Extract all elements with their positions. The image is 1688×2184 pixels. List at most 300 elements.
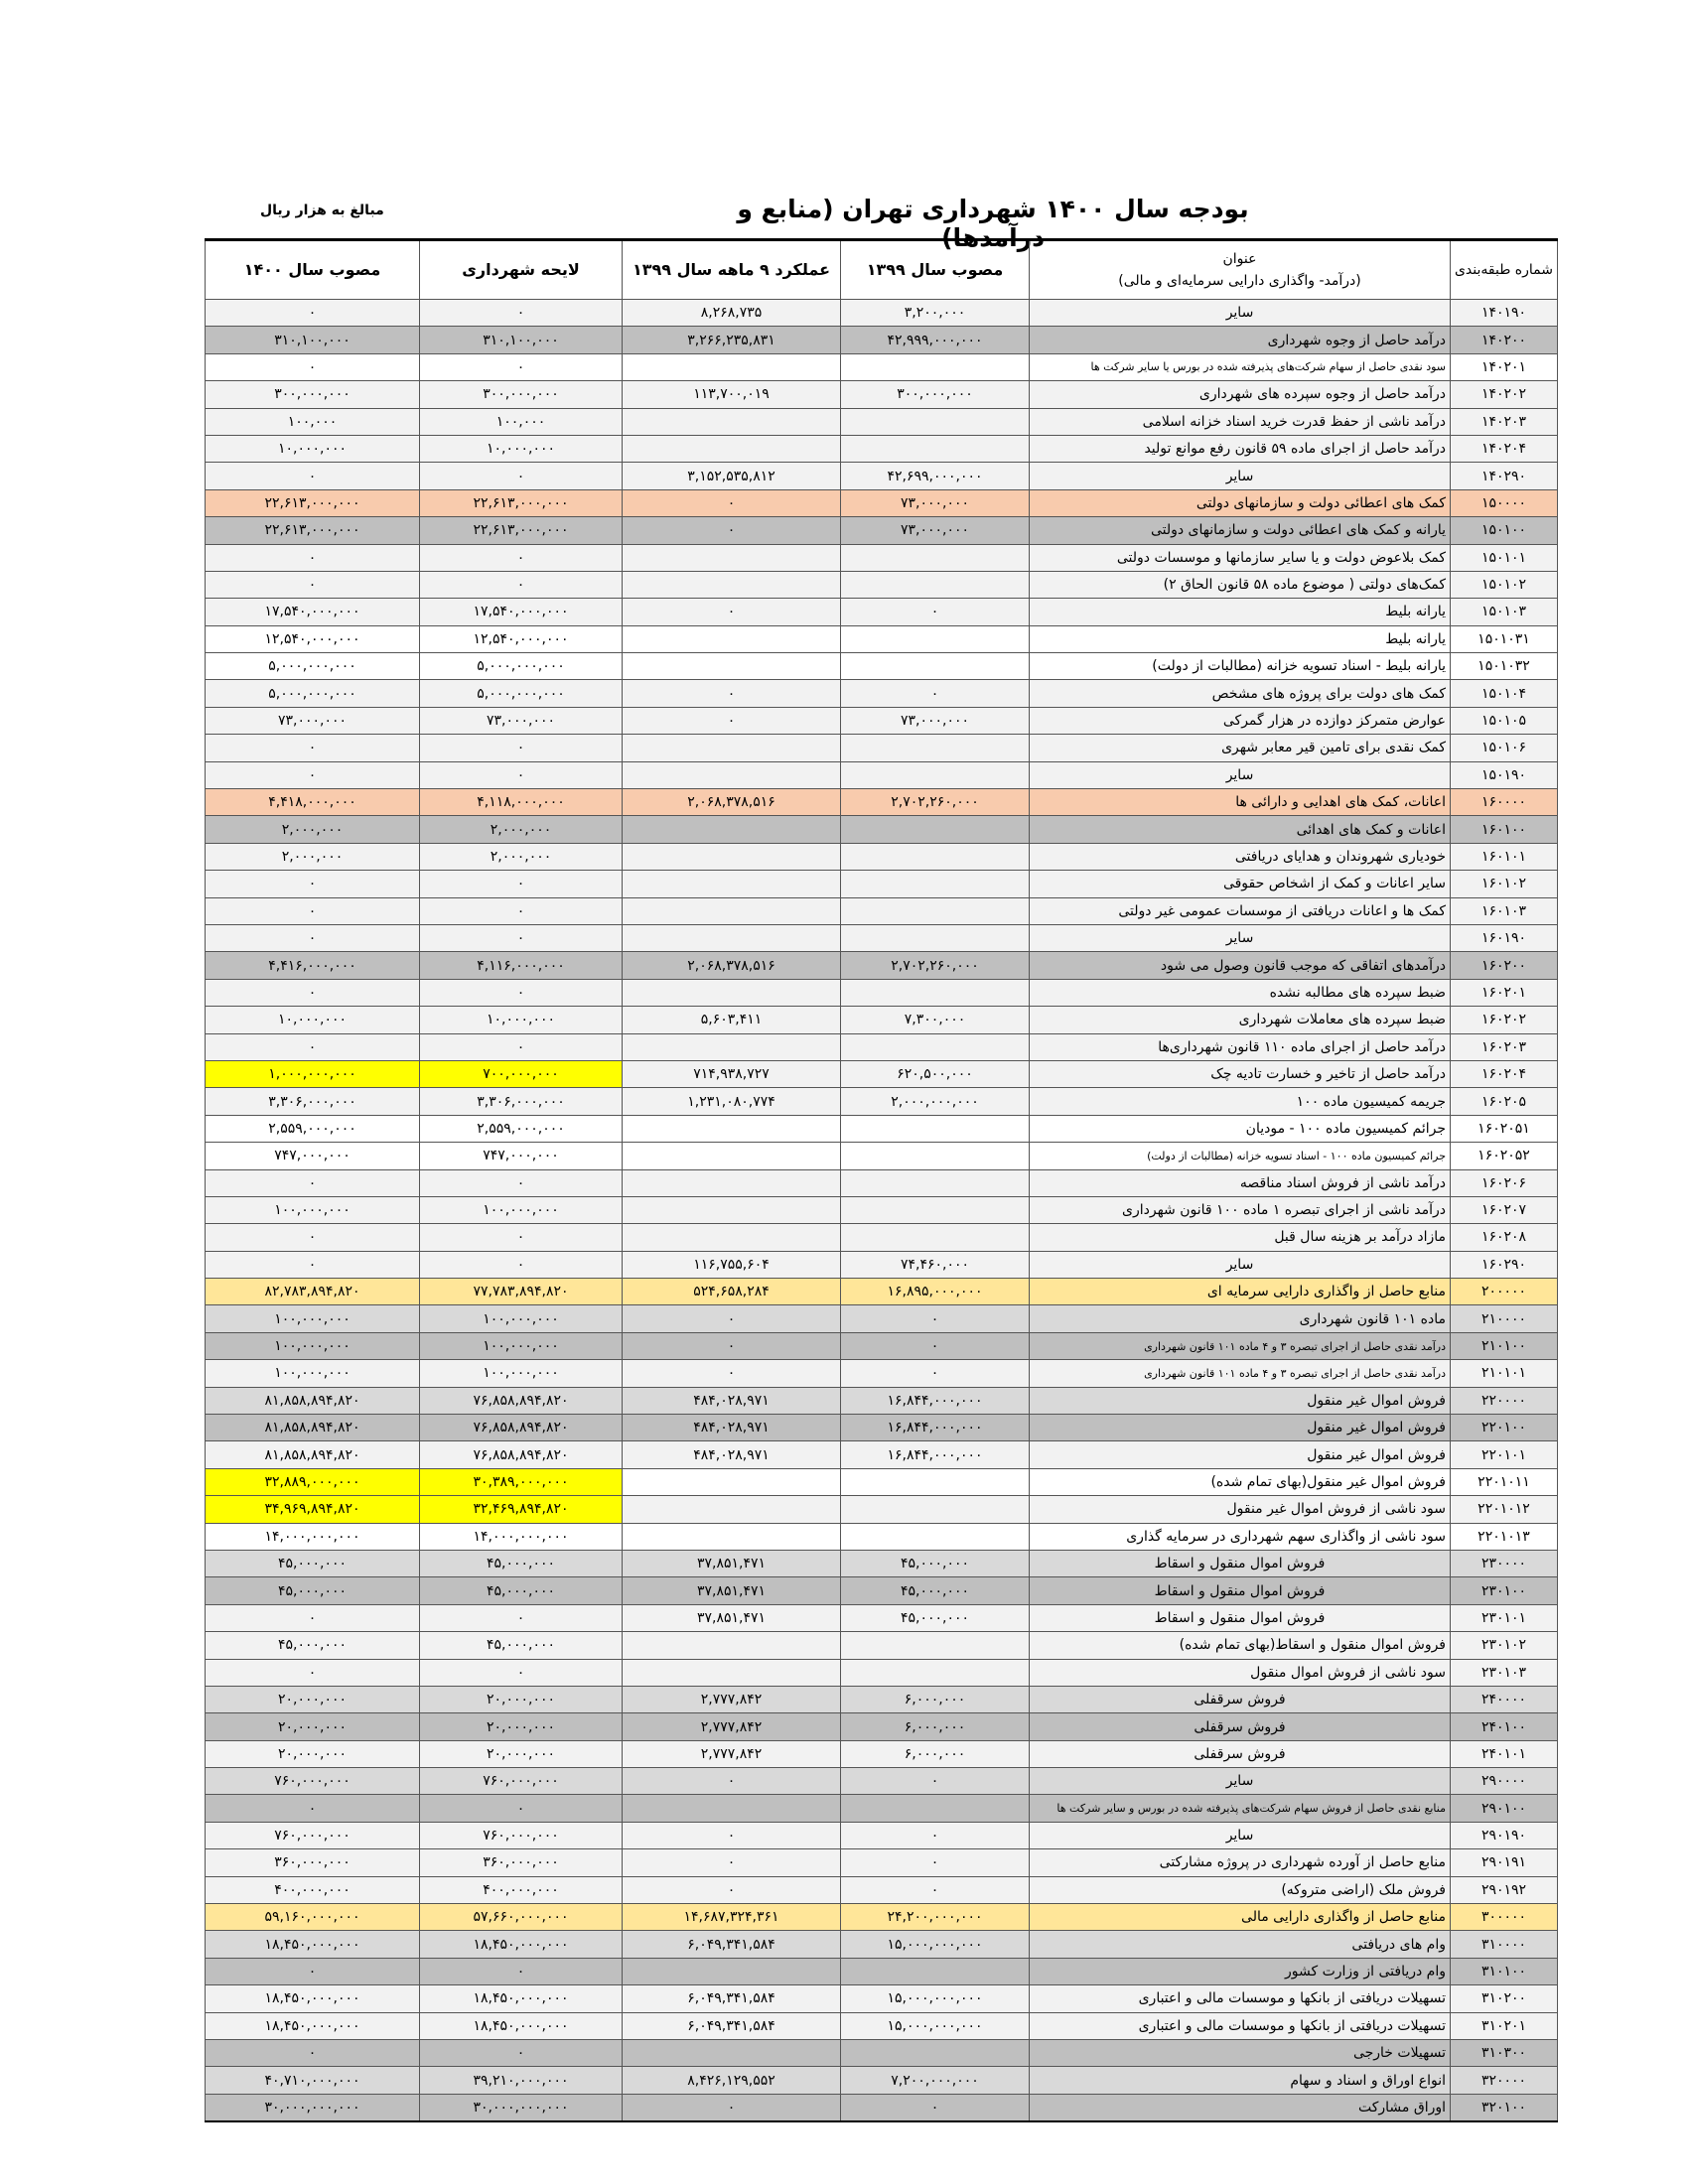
cell-actual-9m-1399: ۰ — [623, 599, 841, 625]
cell-code: ۳۱۰۲۰۱ — [1451, 2012, 1558, 2039]
cell-approved-1400: ۲۲,۶۱۳,۰۰۰,۰۰۰ — [206, 489, 420, 516]
cell-code: ۱۴۰۲۹۰ — [1451, 463, 1558, 489]
cell-municipal-bill: ۲۰,۰۰۰,۰۰۰ — [420, 1686, 623, 1712]
cell-approved-1399: ۱۵,۰۰۰,۰۰۰,۰۰۰ — [841, 1985, 1030, 2012]
cell-code: ۱۶۰۲۰۱ — [1451, 979, 1558, 1006]
cell-approved-1400: ۳۶۰,۰۰۰,۰۰۰ — [206, 1849, 420, 1876]
cell-actual-9m-1399: ۳,۱۵۲,۵۳۵,۸۱۲ — [623, 463, 841, 489]
cell-approved-1400: ۰ — [206, 1958, 420, 1984]
cell-code: ۱۵۰۱۰۴ — [1451, 680, 1558, 707]
cell-code: ۱۵۰۱۰۵ — [1451, 707, 1558, 734]
cell-actual-9m-1399: ۲,۰۶۸,۳۷۸,۵۱۶ — [623, 952, 841, 979]
cell-actual-9m-1399: ۳۷,۸۵۱,۴۷۱ — [623, 1577, 841, 1604]
cell-title: خودیاری شهروندان و هدایای دریافتی — [1030, 843, 1451, 870]
cell-approved-1399 — [841, 1143, 1030, 1169]
cell-title: وام دریافتی از وزارت کشور — [1030, 1958, 1451, 1984]
cell-title: سود نقدی حاصل از سهام شرکت‌های پذیرفته شده در بورس یا سایر شرکت ها — [1030, 353, 1451, 380]
table-row — [206, 1795, 1558, 1822]
cell-code: ۳۱۰۱۰۰ — [1451, 1958, 1558, 1984]
cell-actual-9m-1399: ۰ — [623, 1332, 841, 1359]
cell-actual-9m-1399: ۵,۶۰۳,۴۱۱ — [623, 1007, 841, 1033]
cell-actual-9m-1399 — [623, 1115, 841, 1142]
cell-approved-1399: ۴۵,۰۰۰,۰۰۰ — [841, 1604, 1030, 1631]
cell-municipal-bill: ۷۰۰,۰۰۰,۰۰۰ — [420, 1060, 623, 1087]
cell-approved-1399 — [841, 1632, 1030, 1659]
cell-approved-1399: ۰ — [841, 1849, 1030, 1876]
table-row — [206, 1985, 1558, 2012]
cell-approved-1400: ۰ — [206, 2040, 420, 2067]
cell-title: یارانه بلیط — [1030, 599, 1451, 625]
table-row — [206, 897, 1558, 924]
cell-approved-1399: ۶۲۰,۵۰۰,۰۰۰ — [841, 1060, 1030, 1087]
cell-municipal-bill: ۱۰۰,۰۰۰,۰۰۰ — [420, 1360, 623, 1387]
cell-municipal-bill: ۷۴۷,۰۰۰,۰۰۰ — [420, 1143, 623, 1169]
cell-actual-9m-1399 — [623, 1632, 841, 1659]
cell-approved-1399 — [841, 1659, 1030, 1686]
cell-title: وام های دریافتی — [1030, 1931, 1451, 1958]
cell-approved-1399: ۴۲,۶۹۹,۰۰۰,۰۰۰ — [841, 463, 1030, 489]
cell-code: ۱۶۰۲۰۰ — [1451, 952, 1558, 979]
cell-approved-1399: ۲,۰۰۰,۰۰۰,۰۰۰ — [841, 1088, 1030, 1115]
table-row — [206, 1550, 1558, 1576]
cell-code: ۲۲۰۱۰۱۱ — [1451, 1468, 1558, 1495]
cell-title: جریمه کمیسیون ماده ۱۰۰ — [1030, 1088, 1451, 1115]
cell-title: کمک های اعطائی دولت و سازمانهای دولتی — [1030, 489, 1451, 516]
cell-title: جرائم کمیسیون ماده ۱۰۰ - اسناد تسویه خزانه (مطالبات از دولت) — [1030, 1143, 1451, 1169]
cell-actual-9m-1399: ۰ — [623, 1822, 841, 1848]
table-row — [206, 1577, 1558, 1604]
cell-code: ۱۴۰۱۹۰ — [1451, 300, 1558, 327]
table-row — [206, 816, 1558, 843]
cell-code: ۳۱۰۳۰۰ — [1451, 2040, 1558, 2067]
cell-approved-1399 — [841, 816, 1030, 843]
budget-table — [205, 238, 1558, 2122]
cell-title: فروش اموال غیر منقول(بهای تمام شده) — [1030, 1468, 1451, 1495]
cell-code: ۱۵۰۱۰۶ — [1451, 735, 1558, 761]
cell-municipal-bill: ۰ — [420, 1169, 623, 1196]
cell-actual-9m-1399: ۱۴,۶۸۷,۳۲۴,۳۶۱ — [623, 1904, 841, 1931]
cell-actual-9m-1399: ۰ — [623, 680, 841, 707]
table-row — [206, 1822, 1558, 1848]
cell-approved-1400: ۰ — [206, 571, 420, 598]
cell-title: درآمد نقدی حاصل از اجرای تبصره ۳ و ۴ ماده ۱۰۱ قانون شهرداری — [1030, 1360, 1451, 1387]
cell-title: مازاد درآمد بر هزینه سال قبل — [1030, 1224, 1451, 1251]
table-row — [206, 1088, 1558, 1115]
cell-municipal-bill: ۰ — [420, 1659, 623, 1686]
cell-municipal-bill: ۱۴,۰۰۰,۰۰۰,۰۰۰ — [420, 1523, 623, 1550]
table-row — [206, 1468, 1558, 1495]
cell-municipal-bill: ۰ — [420, 571, 623, 598]
cell-actual-9m-1399: ۰ — [623, 1360, 841, 1387]
header-approved-1400: مصوب سال ۱۴۰۰ — [206, 240, 420, 300]
cell-approved-1399 — [841, 1196, 1030, 1223]
cell-actual-9m-1399 — [623, 544, 841, 571]
cell-actual-9m-1399: ۱۱۳,۷۰۰,۰۱۹ — [623, 381, 841, 408]
table-header — [206, 240, 1558, 300]
cell-municipal-bill: ۰ — [420, 735, 623, 761]
table-row — [206, 1332, 1558, 1359]
cell-actual-9m-1399: ۰ — [623, 1876, 841, 1903]
cell-approved-1400: ۷۳,۰۰۰,۰۰۰ — [206, 707, 420, 734]
cell-code: ۱۵۰۱۰۰ — [1451, 517, 1558, 544]
table-row — [206, 1768, 1558, 1795]
cell-code: ۱۴۰۲۰۴ — [1451, 435, 1558, 462]
cell-municipal-bill: ۰ — [420, 1604, 623, 1631]
cell-approved-1399 — [841, 544, 1030, 571]
cell-approved-1399 — [841, 2040, 1030, 2067]
cell-approved-1399 — [841, 625, 1030, 652]
cell-title: سود ناشی از فروش اموال غیر منقول — [1030, 1496, 1451, 1523]
table-row — [206, 1740, 1558, 1767]
cell-code: ۲۳۰۱۰۳ — [1451, 1659, 1558, 1686]
cell-approved-1399: ۶,۰۰۰,۰۰۰ — [841, 1713, 1030, 1740]
table-row — [206, 979, 1558, 1006]
cell-actual-9m-1399: ۶,۰۴۹,۳۴۱,۵۸۴ — [623, 1985, 841, 2012]
header-title-sub: (درآمد- واگذاری دارایی سرمایه‌ای و مالی) — [1118, 273, 1361, 289]
cell-approved-1399 — [841, 1224, 1030, 1251]
cell-approved-1399: ۳۰۰,۰۰۰,۰۰۰ — [841, 381, 1030, 408]
cell-code: ۱۶۰۲۰۵۱ — [1451, 1115, 1558, 1142]
cell-actual-9m-1399: ۳,۲۶۶,۲۳۵,۸۳۱ — [623, 327, 841, 353]
cell-actual-9m-1399 — [623, 625, 841, 652]
table-row — [206, 1876, 1558, 1903]
cell-title: منابع نقدی حاصل از فروش سهام شرکت‌های پذیرفته شده در بورس و سایر شرکت ها — [1030, 1795, 1451, 1822]
cell-municipal-bill: ۴,۱۱۶,۰۰۰,۰۰۰ — [420, 952, 623, 979]
table-row — [206, 353, 1558, 380]
cell-approved-1399 — [841, 1468, 1030, 1495]
table-row — [206, 1387, 1558, 1414]
cell-code: ۱۵۰۱۹۰ — [1451, 761, 1558, 788]
cell-municipal-bill: ۱۷,۵۴۰,۰۰۰,۰۰۰ — [420, 599, 623, 625]
cell-title: یارانه و کمک های اعطائی دولت و سازمانهای دولتی — [1030, 517, 1451, 544]
cell-title: فروش اموال غیر منقول — [1030, 1441, 1451, 1468]
cell-title: ماده ۱۰۱ قانون شهرداری — [1030, 1305, 1451, 1332]
cell-approved-1400: ۴۵,۰۰۰,۰۰۰ — [206, 1550, 420, 1576]
cell-approved-1400: ۲,۵۵۹,۰۰۰,۰۰۰ — [206, 1115, 420, 1142]
table-row — [206, 1686, 1558, 1712]
cell-title: سود ناشی از واگذاری سهم شهرداری در سرمایه گذاری — [1030, 1523, 1451, 1550]
cell-approved-1400: ۳۲,۸۸۹,۰۰۰,۰۰۰ — [206, 1468, 420, 1495]
cell-title: درآمد حاصل از تاخیر و خسارت تادیه چک — [1030, 1060, 1451, 1087]
cell-approved-1400: ۳۰۰,۰۰۰,۰۰۰ — [206, 381, 420, 408]
cell-actual-9m-1399 — [623, 353, 841, 380]
table-row — [206, 707, 1558, 734]
table-row — [206, 1143, 1558, 1169]
cell-approved-1400: ۲۰,۰۰۰,۰۰۰ — [206, 1713, 420, 1740]
cell-approved-1399: ۰ — [841, 1360, 1030, 1387]
cell-title: سایر — [1030, 924, 1451, 951]
cell-municipal-bill: ۷۶۰,۰۰۰,۰۰۰ — [420, 1768, 623, 1795]
cell-municipal-bill: ۳۹,۲۱۰,۰۰۰,۰۰۰ — [420, 2067, 623, 2094]
cell-actual-9m-1399: ۰ — [623, 707, 841, 734]
cell-municipal-bill: ۲۰,۰۰۰,۰۰۰ — [420, 1740, 623, 1767]
table-row — [206, 1360, 1558, 1387]
cell-approved-1400: ۱۲,۵۴۰,۰۰۰,۰۰۰ — [206, 625, 420, 652]
cell-actual-9m-1399 — [623, 1795, 841, 1822]
cell-title: کمک بلاعوض دولت و یا سایر سازمانها و موسسات دولتی — [1030, 544, 1451, 571]
cell-title: درآمد ناشی از اجرای تبصره ۱ ماده ۱۰۰ قانون شهرداری — [1030, 1196, 1451, 1223]
table-row — [206, 924, 1558, 951]
cell-title: سایر — [1030, 1251, 1451, 1278]
cell-approved-1399: ۰ — [841, 1332, 1030, 1359]
header-title-main: عنوان — [1222, 251, 1257, 267]
cell-actual-9m-1399: ۳۷,۸۵۱,۴۷۱ — [623, 1604, 841, 1631]
cell-approved-1399 — [841, 1115, 1030, 1142]
cell-actual-9m-1399: ۵۲۴,۶۵۸,۲۸۴ — [623, 1279, 841, 1305]
cell-actual-9m-1399 — [623, 408, 841, 435]
cell-approved-1399 — [841, 1496, 1030, 1523]
cell-approved-1400: ۷۶۰,۰۰۰,۰۰۰ — [206, 1822, 420, 1848]
table-row — [206, 1033, 1558, 1060]
table-row — [206, 1224, 1558, 1251]
cell-approved-1399: ۲,۷۰۲,۲۶۰,۰۰۰ — [841, 952, 1030, 979]
table-row — [206, 463, 1558, 489]
cell-code: ۳۲۰۰۰۰ — [1451, 2067, 1558, 2094]
table-row — [206, 1904, 1558, 1931]
cell-approved-1399: ۰ — [841, 680, 1030, 707]
cell-title: درآمد ناشی از حفظ قدرت خرید اسناد خزانه اسلامی — [1030, 408, 1451, 435]
cell-approved-1400: ۵,۰۰۰,۰۰۰,۰۰۰ — [206, 653, 420, 680]
cell-approved-1399: ۳,۲۰۰,۰۰۰ — [841, 300, 1030, 327]
cell-approved-1400: ۴۰۰,۰۰۰,۰۰۰ — [206, 1876, 420, 1903]
cell-title: کمک ها و اعانات دریافتی از موسسات عمومی غیر دولتی — [1030, 897, 1451, 924]
cell-approved-1400: ۴,۴۱۶,۰۰۰,۰۰۰ — [206, 952, 420, 979]
cell-title: انواع اوراق و اسناد و سهام — [1030, 2067, 1451, 2094]
cell-municipal-bill: ۴۰۰,۰۰۰,۰۰۰ — [420, 1876, 623, 1903]
cell-actual-9m-1399: ۰ — [623, 489, 841, 516]
cell-title: سایر — [1030, 463, 1451, 489]
cell-code: ۳۲۰۱۰۰ — [1451, 2094, 1558, 2121]
cell-municipal-bill: ۳۶۰,۰۰۰,۰۰۰ — [420, 1849, 623, 1876]
cell-approved-1400: ۰ — [206, 1659, 420, 1686]
cell-approved-1400: ۴۵,۰۰۰,۰۰۰ — [206, 1577, 420, 1604]
cell-approved-1399: ۷,۲۰۰,۰۰۰,۰۰۰ — [841, 2067, 1030, 2094]
cell-actual-9m-1399 — [623, 1523, 841, 1550]
cell-code: ۱۶۰۱۰۲ — [1451, 871, 1558, 897]
cell-title: کمک های دولت برای پروژه های مشخص — [1030, 680, 1451, 707]
cell-approved-1399: ۷,۳۰۰,۰۰۰ — [841, 1007, 1030, 1033]
cell-code: ۱۵۰۱۰۳۱ — [1451, 625, 1558, 652]
cell-code: ۲۱۰۱۰۱ — [1451, 1360, 1558, 1387]
cell-actual-9m-1399 — [623, 1033, 841, 1060]
table-row — [206, 1659, 1558, 1686]
table-row — [206, 1632, 1558, 1659]
cell-actual-9m-1399: ۱۱۶,۷۵۵,۶۰۴ — [623, 1251, 841, 1278]
cell-title: فروش اموال منقول و اسقاط — [1030, 1550, 1451, 1576]
cell-title: تسهیلات دریافتی از بانکها و موسسات مالی و اعتباری — [1030, 1985, 1451, 2012]
cell-approved-1400: ۴,۴۱۸,۰۰۰,۰۰۰ — [206, 789, 420, 816]
cell-code: ۲۰۰۰۰۰ — [1451, 1279, 1558, 1305]
cell-approved-1399: ۴۵,۰۰۰,۰۰۰ — [841, 1550, 1030, 1576]
cell-approved-1400: ۱۰,۰۰۰,۰۰۰ — [206, 1007, 420, 1033]
table-row — [206, 408, 1558, 435]
table-row — [206, 2067, 1558, 2094]
cell-code: ۲۳۰۱۰۲ — [1451, 1632, 1558, 1659]
cell-title: منابع حاصل از آورده شهرداری در پروژه مشارکتی — [1030, 1849, 1451, 1876]
cell-code: ۱۶۰۱۰۱ — [1451, 843, 1558, 870]
cell-approved-1399: ۲۴,۲۰۰,۰۰۰,۰۰۰ — [841, 1904, 1030, 1931]
cell-municipal-bill: ۴۵,۰۰۰,۰۰۰ — [420, 1550, 623, 1576]
table-row — [206, 1604, 1558, 1631]
table-row — [206, 871, 1558, 897]
table-row — [206, 1115, 1558, 1142]
table-row — [206, 571, 1558, 598]
cell-code: ۱۶۰۲۹۰ — [1451, 1251, 1558, 1278]
cell-municipal-bill: ۰ — [420, 1224, 623, 1251]
cell-approved-1400: ۸۱,۸۵۸,۸۹۴,۸۲۰ — [206, 1387, 420, 1414]
cell-approved-1399 — [841, 353, 1030, 380]
cell-code: ۱۶۰۲۰۲ — [1451, 1007, 1558, 1033]
cell-approved-1400: ۱۰,۰۰۰,۰۰۰ — [206, 435, 420, 462]
cell-approved-1400: ۰ — [206, 1251, 420, 1278]
cell-title: درآمد ناشی از فروش اسناد مناقصه — [1030, 1169, 1451, 1196]
cell-municipal-bill: ۳۲,۴۶۹,۸۹۴,۸۲۰ — [420, 1496, 623, 1523]
cell-municipal-bill: ۰ — [420, 1795, 623, 1822]
cell-municipal-bill: ۳۰,۳۸۹,۰۰۰,۰۰۰ — [420, 1468, 623, 1495]
cell-approved-1400: ۱۰۰,۰۰۰,۰۰۰ — [206, 1332, 420, 1359]
cell-actual-9m-1399 — [623, 735, 841, 761]
cell-municipal-bill: ۲۲,۶۱۳,۰۰۰,۰۰۰ — [420, 517, 623, 544]
cell-approved-1399 — [841, 871, 1030, 897]
cell-approved-1399: ۴۵,۰۰۰,۰۰۰ — [841, 1577, 1030, 1604]
cell-code: ۲۹۰۰۰۰ — [1451, 1768, 1558, 1795]
cell-municipal-bill: ۴۵,۰۰۰,۰۰۰ — [420, 1577, 623, 1604]
cell-actual-9m-1399 — [623, 924, 841, 951]
cell-code: ۱۵۰۰۰۰ — [1451, 489, 1558, 516]
table-row — [206, 1251, 1558, 1278]
header-municipal-bill: لایحه شهرداری — [420, 240, 623, 300]
cell-code: ۲۲۰۱۰۱۲ — [1451, 1496, 1558, 1523]
cell-code: ۲۳۰۱۰۱ — [1451, 1604, 1558, 1631]
table-row — [206, 599, 1558, 625]
table-row — [206, 1415, 1558, 1441]
cell-approved-1399: ۱۵,۰۰۰,۰۰۰,۰۰۰ — [841, 1931, 1030, 1958]
cell-code: ۲۹۰۱۹۲ — [1451, 1876, 1558, 1903]
cell-code: ۲۳۰۰۰۰ — [1451, 1550, 1558, 1576]
cell-approved-1400: ۱۷,۵۴۰,۰۰۰,۰۰۰ — [206, 599, 420, 625]
cell-approved-1400: ۰ — [206, 871, 420, 897]
cell-code: ۲۲۰۱۰۱۳ — [1451, 1523, 1558, 1550]
cell-actual-9m-1399: ۴۸۴,۰۲۸,۹۷۱ — [623, 1387, 841, 1414]
cell-code: ۳۱۰۰۰۰ — [1451, 1931, 1558, 1958]
cell-approved-1400: ۲۲,۶۱۳,۰۰۰,۰۰۰ — [206, 517, 420, 544]
cell-actual-9m-1399: ۰ — [623, 517, 841, 544]
cell-municipal-bill: ۰ — [420, 2040, 623, 2067]
cell-municipal-bill: ۷۳,۰۰۰,۰۰۰ — [420, 707, 623, 734]
cell-municipal-bill: ۱۰۰,۰۰۰,۰۰۰ — [420, 1305, 623, 1332]
cell-code: ۳۱۰۲۰۰ — [1451, 1985, 1558, 2012]
cell-code: ۱۶۰۲۰۳ — [1451, 1033, 1558, 1060]
cell-municipal-bill: ۱۰۰,۰۰۰,۰۰۰ — [420, 1332, 623, 1359]
cell-approved-1399: ۰ — [841, 1822, 1030, 1848]
cell-municipal-bill: ۲۲,۶۱۳,۰۰۰,۰۰۰ — [420, 489, 623, 516]
cell-title: اعانات و کمک های اهدائی — [1030, 816, 1451, 843]
cell-approved-1400: ۷۶۰,۰۰۰,۰۰۰ — [206, 1768, 420, 1795]
cell-approved-1399 — [841, 1033, 1030, 1060]
header-title — [1030, 240, 1451, 300]
table-row — [206, 735, 1558, 761]
cell-title: یارانه بلیط — [1030, 625, 1451, 652]
cell-title: جرائم کمیسیون ماده ۱۰۰ - مودیان — [1030, 1115, 1451, 1142]
cell-actual-9m-1399: ۴۸۴,۰۲۸,۹۷۱ — [623, 1415, 841, 1441]
cell-code: ۱۶۰۲۰۵۲ — [1451, 1143, 1558, 1169]
cell-approved-1400: ۱,۰۰۰,۰۰۰,۰۰۰ — [206, 1060, 420, 1087]
cell-code: ۲۴۰۱۰۰ — [1451, 1713, 1558, 1740]
cell-municipal-bill: ۷۷,۷۸۳,۸۹۴,۸۲۰ — [420, 1279, 623, 1305]
cell-approved-1400: ۰ — [206, 897, 420, 924]
cell-municipal-bill: ۲,۰۰۰,۰۰۰ — [420, 816, 623, 843]
table-row — [206, 1958, 1558, 1984]
cell-approved-1399: ۱۶,۸۹۵,۰۰۰,۰۰۰ — [841, 1279, 1030, 1305]
cell-title: عوارض متمرکز دوازده در هزار گمرکی — [1030, 707, 1451, 734]
cell-actual-9m-1399: ۳۷,۸۵۱,۴۷۱ — [623, 1550, 841, 1576]
cell-municipal-bill: ۲۰,۰۰۰,۰۰۰ — [420, 1713, 623, 1740]
cell-approved-1400: ۰ — [206, 353, 420, 380]
cell-approved-1399: ۰ — [841, 1305, 1030, 1332]
cell-approved-1400: ۱۸,۴۵۰,۰۰۰,۰۰۰ — [206, 2012, 420, 2039]
cell-municipal-bill: ۱۰,۰۰۰,۰۰۰ — [420, 1007, 623, 1033]
cell-municipal-bill: ۰ — [420, 761, 623, 788]
cell-municipal-bill: ۵,۰۰۰,۰۰۰,۰۰۰ — [420, 653, 623, 680]
cell-municipal-bill: ۱۸,۴۵۰,۰۰۰,۰۰۰ — [420, 1985, 623, 2012]
cell-title: اوراق مشارکت — [1030, 2094, 1451, 2121]
cell-approved-1399 — [841, 653, 1030, 680]
cell-approved-1400: ۵۹,۱۶۰,۰۰۰,۰۰۰ — [206, 1904, 420, 1931]
cell-municipal-bill: ۰ — [420, 353, 623, 380]
cell-actual-9m-1399: ۲,۰۶۸,۳۷۸,۵۱۶ — [623, 789, 841, 816]
cell-code: ۱۶۰۲۰۵ — [1451, 1088, 1558, 1115]
page-title: بودجه سال ۱۴۰۰ شهرداری تهران (منابع و درآمدها) — [737, 195, 1249, 252]
cell-approved-1399: ۱۶,۸۴۴,۰۰۰,۰۰۰ — [841, 1415, 1030, 1441]
cell-approved-1400: ۰ — [206, 735, 420, 761]
cell-municipal-bill: ۴۵,۰۰۰,۰۰۰ — [420, 1632, 623, 1659]
cell-approved-1399 — [841, 1958, 1030, 1984]
cell-code: ۱۵۰۱۰۳۲ — [1451, 653, 1558, 680]
header-approved-1399: مصوب سال ۱۳۹۹ — [841, 240, 1030, 300]
cell-actual-9m-1399 — [623, 1496, 841, 1523]
table-row — [206, 300, 1558, 327]
table-row — [206, 1496, 1558, 1523]
cell-actual-9m-1399: ۰ — [623, 2094, 841, 2121]
cell-municipal-bill: ۰ — [420, 463, 623, 489]
cell-actual-9m-1399: ۸,۲۶۸,۷۳۵ — [623, 300, 841, 327]
cell-approved-1400: ۱۰۰,۰۰۰ — [206, 408, 420, 435]
cell-approved-1400: ۰ — [206, 300, 420, 327]
cell-title: فروش اموال منقول و اسقاط — [1030, 1577, 1451, 1604]
cell-approved-1400: ۱۰۰,۰۰۰,۰۰۰ — [206, 1360, 420, 1387]
cell-municipal-bill: ۴,۱۱۸,۰۰۰,۰۰۰ — [420, 789, 623, 816]
table-row — [206, 1279, 1558, 1305]
cell-approved-1399: ۰ — [841, 2094, 1030, 2121]
cell-approved-1400: ۰ — [206, 1795, 420, 1822]
cell-approved-1400: ۳۰,۰۰۰,۰۰۰,۰۰۰ — [206, 2094, 420, 2121]
cell-approved-1400: ۳,۳۰۶,۰۰۰,۰۰۰ — [206, 1088, 420, 1115]
cell-approved-1400: ۲۰,۰۰۰,۰۰۰ — [206, 1740, 420, 1767]
cell-title: سایر — [1030, 761, 1451, 788]
cell-municipal-bill: ۵,۰۰۰,۰۰۰,۰۰۰ — [420, 680, 623, 707]
cell-actual-9m-1399 — [623, 1468, 841, 1495]
cell-approved-1399 — [841, 924, 1030, 951]
cell-approved-1399 — [841, 435, 1030, 462]
table-row — [206, 517, 1558, 544]
cell-title: اعانات، کمک های اهدایی و دارائی ها — [1030, 789, 1451, 816]
table-row — [206, 435, 1558, 462]
table-row — [206, 680, 1558, 707]
cell-approved-1400: ۱۰۰,۰۰۰,۰۰۰ — [206, 1305, 420, 1332]
cell-code: ۲۲۰۱۰۰ — [1451, 1415, 1558, 1441]
cell-approved-1399: ۷۳,۰۰۰,۰۰۰ — [841, 517, 1030, 544]
cell-actual-9m-1399 — [623, 2040, 841, 2067]
